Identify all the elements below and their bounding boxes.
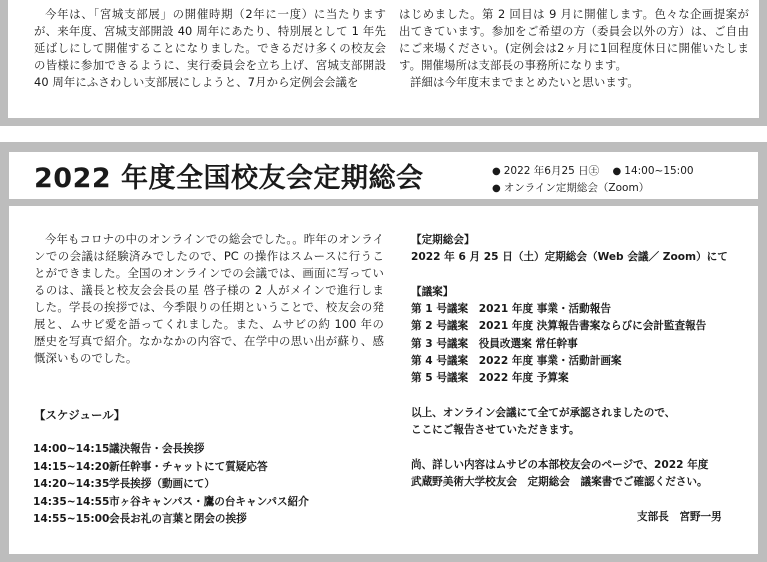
intro-paragraph: 今年もコロナの中のオンラインでの総会でした。。昨年のオンラインでの会議は経験済みでしたので、PC の操作はスムースに行うことができました。全国のオンラインでの会議では、画面に写っているのは、議長と校友会会長の星 啓子様の 2 人がメインで進行しました。学長の挨拶では、今季限りの任期ということで、校友会の発展と、ムサビ愛を語ってくれました。また、ムサビの約 100 年の歴史を写真で紹介。なかなかの内容で、在学中の思い出が蘇り、感慨深いものでした。 — [34, 232, 384, 365]
bullet-icon: ● — [492, 183, 501, 194]
top-left-paragraph: 今年は、「宮城支部展」の開催時期（2年に一度）に当たりますが、来年度、宮城支部開設 40 周年にあたり、特別展として 1 年先延ばしにして開催することになりました。できるだけ多くの校友会の皆様に参加できるように、実行委員会を立ち上げ、宮城支部開設 40 周年にふさわしい支部展にしようと、7月から定例会会議を — [34, 7, 386, 89]
schedule-row — [33, 511, 309, 529]
schedule-time: 14:55~15:00 — [33, 513, 110, 525]
schedule-time: 14:20~14:35 — [33, 478, 110, 490]
schedule-item: 議決報告・会長挨拶 — [109, 443, 205, 455]
top-right-paragraph: はじめました。第 2 回目は 9 月に開催します。色々な企画提案が出てきています。参加をご希望の方（委員会以外の方）は、ご自由にご来場ください。(定例会は2ヶ月に1回程度休日に開催いたします。開催場所は支部長の事務所になります。 — [399, 7, 749, 72]
meeting-block — [411, 232, 728, 266]
approval-line: 以上、オンライン会議にて全てが承認されましたので、 — [411, 407, 676, 419]
meeting-heading: 【定期総会】 — [411, 234, 475, 246]
top-right-paragraph-2: 詳細は今年度末までまとめたいと思います。 — [410, 75, 639, 89]
schedule-time: 14:00~14:15 — [33, 443, 110, 455]
agenda-item: 第 4 号議案 2022 年度 事業・活動計画案 — [411, 354, 622, 367]
event-date: 2022 年6月25 日㊏ — [503, 165, 600, 177]
schedule-row — [33, 476, 309, 494]
schedule-list — [33, 441, 309, 529]
agenda-heading: 【議案】 — [411, 286, 454, 298]
event-venue: オンライン定期総会（Zoom） — [503, 182, 650, 194]
notice-line: 尚、詳しい内容はムサビの本部校友会のページで、2022 年度 — [411, 459, 709, 471]
schedule-item: 新任幹事・チャットにて質疑応答 — [109, 460, 268, 473]
agenda-block — [411, 284, 706, 387]
approval-line: ここにご報告させていただきます。 — [411, 424, 580, 437]
notice-line: 武蔵野美術大学校友会 定期総会 議案書でご確認ください。 — [411, 476, 708, 489]
agenda-item: 第 5 号議案 2022 年度 予算案 — [411, 372, 569, 385]
event-meta-line2 — [492, 181, 649, 196]
page-title: 2022 年度全国校友会定期総会 — [34, 163, 424, 194]
agenda-item: 第 1 号議案 2021 年度 事業・活動報告 — [411, 303, 611, 316]
notice-block — [411, 457, 708, 491]
event-meta-line1 — [492, 164, 694, 179]
schedule-item: 市ヶ谷キャンパス・鷹の台キャンパス紹介 — [109, 495, 309, 508]
agenda-item: 第 3 号議案 役員改選案 常任幹事 — [411, 337, 578, 350]
schedule-time: 14:35~14:55 — [33, 495, 110, 508]
top-right-column — [399, 6, 749, 91]
schedule-row — [33, 441, 309, 459]
schedule-row — [33, 494, 309, 512]
schedule-item: 会長お礼の言葉と閉会の挨拶 — [109, 513, 247, 525]
agenda-item: 第 2 号議案 2021 年度 決算報告書案ならびに会計監査報告 — [411, 320, 707, 333]
bullet-icon: ● — [612, 166, 622, 177]
event-time: 14:00~15:00 — [624, 165, 694, 177]
meeting-detail: 2022 年 6 月 25 日（土）定期総会（Web 会議／ Zoom）にて — [411, 251, 728, 264]
approval-block — [411, 405, 675, 439]
schedule-time: 14:15~14:20 — [33, 460, 110, 473]
signature: 支部長 宮野一男 — [637, 511, 722, 523]
bullet-icon: ● — [492, 166, 501, 177]
schedule-row — [33, 459, 309, 477]
schedule-item: 学長挨拶（動画にて） — [109, 478, 215, 490]
schedule-heading: 【スケジュール】 — [34, 408, 126, 422]
